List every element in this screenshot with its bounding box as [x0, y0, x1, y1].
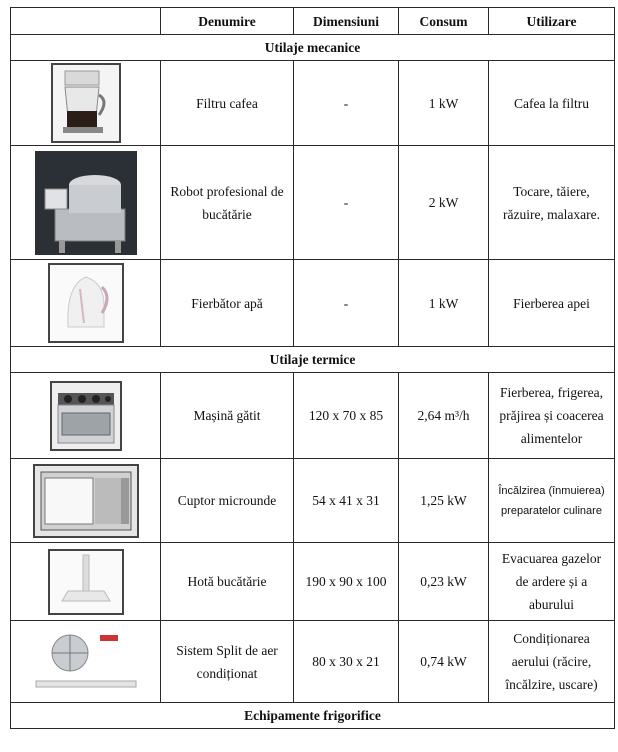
header-denumire: Denumire: [161, 8, 294, 35]
image-cell: [11, 260, 161, 347]
image-cell: [11, 621, 161, 703]
kitchen-hood-icon: [48, 549, 124, 615]
image-cell: [11, 146, 161, 260]
table-row: [11, 543, 615, 621]
row-dimensions: -: [294, 260, 399, 347]
cooking-stove-icon: [50, 381, 122, 451]
section-row: [11, 347, 615, 373]
row-consumption: 2,64 m³/h: [399, 373, 489, 459]
table-row: [11, 459, 615, 543]
table-row: [11, 260, 615, 347]
row-usage: Fierberea, frigerea, prăjirea și coacerea alimentelor: [489, 373, 615, 459]
row-consumption: 1 kW: [399, 61, 489, 146]
coffee-filter-icon: [51, 63, 121, 143]
image-cell: [11, 543, 161, 621]
row-name: Fierbător apă: [161, 260, 294, 347]
row-usage: Tocare, tăiere, răzuire, malaxare.: [489, 146, 615, 260]
equipment-table: [10, 7, 615, 729]
table-row: [11, 621, 615, 703]
row-name: Robot profesional de bucătărie: [161, 146, 294, 260]
air-conditioner-icon: [26, 627, 146, 697]
row-name: Filtru cafea: [161, 61, 294, 146]
header-row: [11, 8, 615, 35]
row-name: Hotă bucătărie: [161, 543, 294, 621]
row-dimensions: -: [294, 61, 399, 146]
row-consumption: 1,25 kW: [399, 459, 489, 543]
row-consumption: 0,23 kW: [399, 543, 489, 621]
row-name: Mașină gătit: [161, 373, 294, 459]
row-name: Cuptor microunde: [161, 459, 294, 543]
header-consum: Consum: [399, 8, 489, 35]
row-usage: Condiționarea aerului (răcire, încălzire, uscare): [489, 621, 615, 703]
kettle-icon: [48, 263, 124, 343]
image-cell: [11, 459, 161, 543]
row-dimensions: 54 x 41 x 31: [294, 459, 399, 543]
row-usage: Cafea la filtru: [489, 61, 615, 146]
microwave-icon: [33, 464, 139, 538]
section-row: [11, 703, 615, 729]
section-title-termice: Utilaje termice: [11, 347, 615, 373]
kitchen-robot-icon: [35, 151, 137, 255]
section-row: [11, 35, 615, 61]
row-consumption: 0,74 kW: [399, 621, 489, 703]
header-utilizare: Utilizare: [489, 8, 615, 35]
table-row: [11, 61, 615, 146]
row-consumption: 2 kW: [399, 146, 489, 260]
section-title-mecanice: Utilaje mecanice: [11, 35, 615, 61]
row-consumption: 1 kW: [399, 260, 489, 347]
row-dimensions: 120 x 70 x 85: [294, 373, 399, 459]
header-image-col: [11, 8, 161, 35]
table-row: [11, 373, 615, 459]
row-usage: Evacuarea gazelor de ardere și a aburului: [489, 543, 615, 621]
row-usage: Fierberea apei: [489, 260, 615, 347]
row-dimensions: 190 x 90 x 100: [294, 543, 399, 621]
row-name: Sistem Split de aer condiționat: [161, 621, 294, 703]
row-usage: Încălzirea (înmuierea) preparatelor culinare: [489, 459, 615, 543]
table-row: [11, 146, 615, 260]
image-cell: [11, 61, 161, 146]
header-dimensiuni: Dimensiuni: [294, 8, 399, 35]
image-cell: [11, 373, 161, 459]
section-title-frigorifice: Echipamente frigorifice: [11, 703, 615, 729]
row-dimensions: 80 x 30 x 21: [294, 621, 399, 703]
row-dimensions: -: [294, 146, 399, 260]
